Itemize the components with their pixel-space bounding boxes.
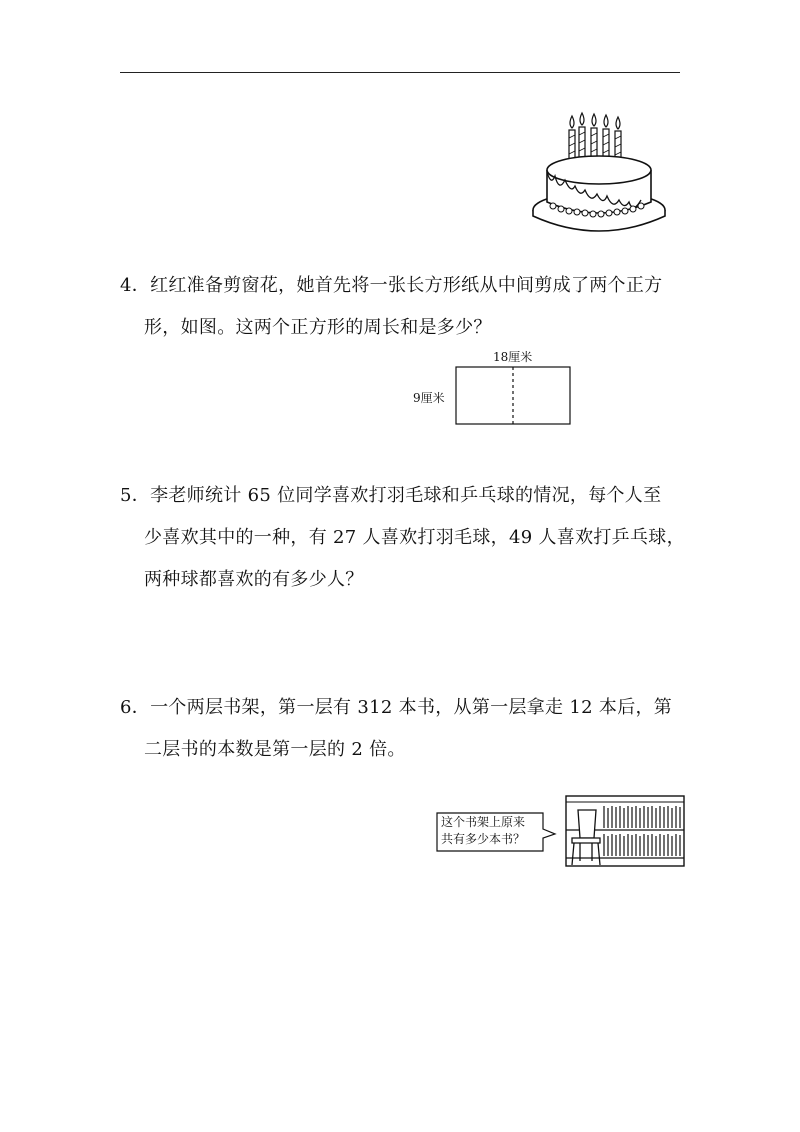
question-6-text: 一个两层书架，第一层有 312 本书，从第一层拿走 12 本后，第 — [150, 697, 673, 718]
bookshelf-illustration — [564, 792, 688, 868]
question-5-text: 李老师统计 65 位同学喜欢打羽毛球和乒乓球的情况，每个人至 — [150, 485, 662, 506]
question-4-number: 4． — [120, 275, 151, 296]
speech-bubble-text — [441, 814, 525, 848]
question-4-line-1 — [120, 274, 662, 298]
birthday-cake-illustration — [525, 108, 675, 238]
question-6-number: 6． — [120, 697, 151, 718]
question-4-line-2: 形，如图。这两个正方形的周长和是多少？ — [144, 317, 492, 338]
speech-bubble-line-2: 共有多少本书？ — [441, 832, 526, 846]
question-5-line-2: 少喜欢其中的一种，有 27 人喜欢打羽毛球，49 人喜欢打乒乓球， — [144, 527, 685, 548]
question-5-number: 5． — [120, 485, 151, 506]
question-6-line-1 — [120, 696, 672, 720]
question-5-line-3: 两种球都喜欢的有多少人？ — [144, 569, 364, 590]
top-rule — [120, 72, 680, 73]
question-6-line-2: 二层书的本数是第一层的 2 倍。 — [144, 739, 406, 760]
figure-width-label: 18厘米 — [493, 350, 533, 364]
rectangle-figure — [455, 366, 573, 426]
figure-height-label: 9厘米 — [413, 391, 445, 405]
question-4-text: 红红准备剪窗花，她首先将一张长方形纸从中间剪成了两个正方 — [150, 275, 663, 296]
speech-bubble-line-1: 这个书架上原来 — [441, 815, 526, 829]
question-5-line-1 — [120, 484, 661, 508]
